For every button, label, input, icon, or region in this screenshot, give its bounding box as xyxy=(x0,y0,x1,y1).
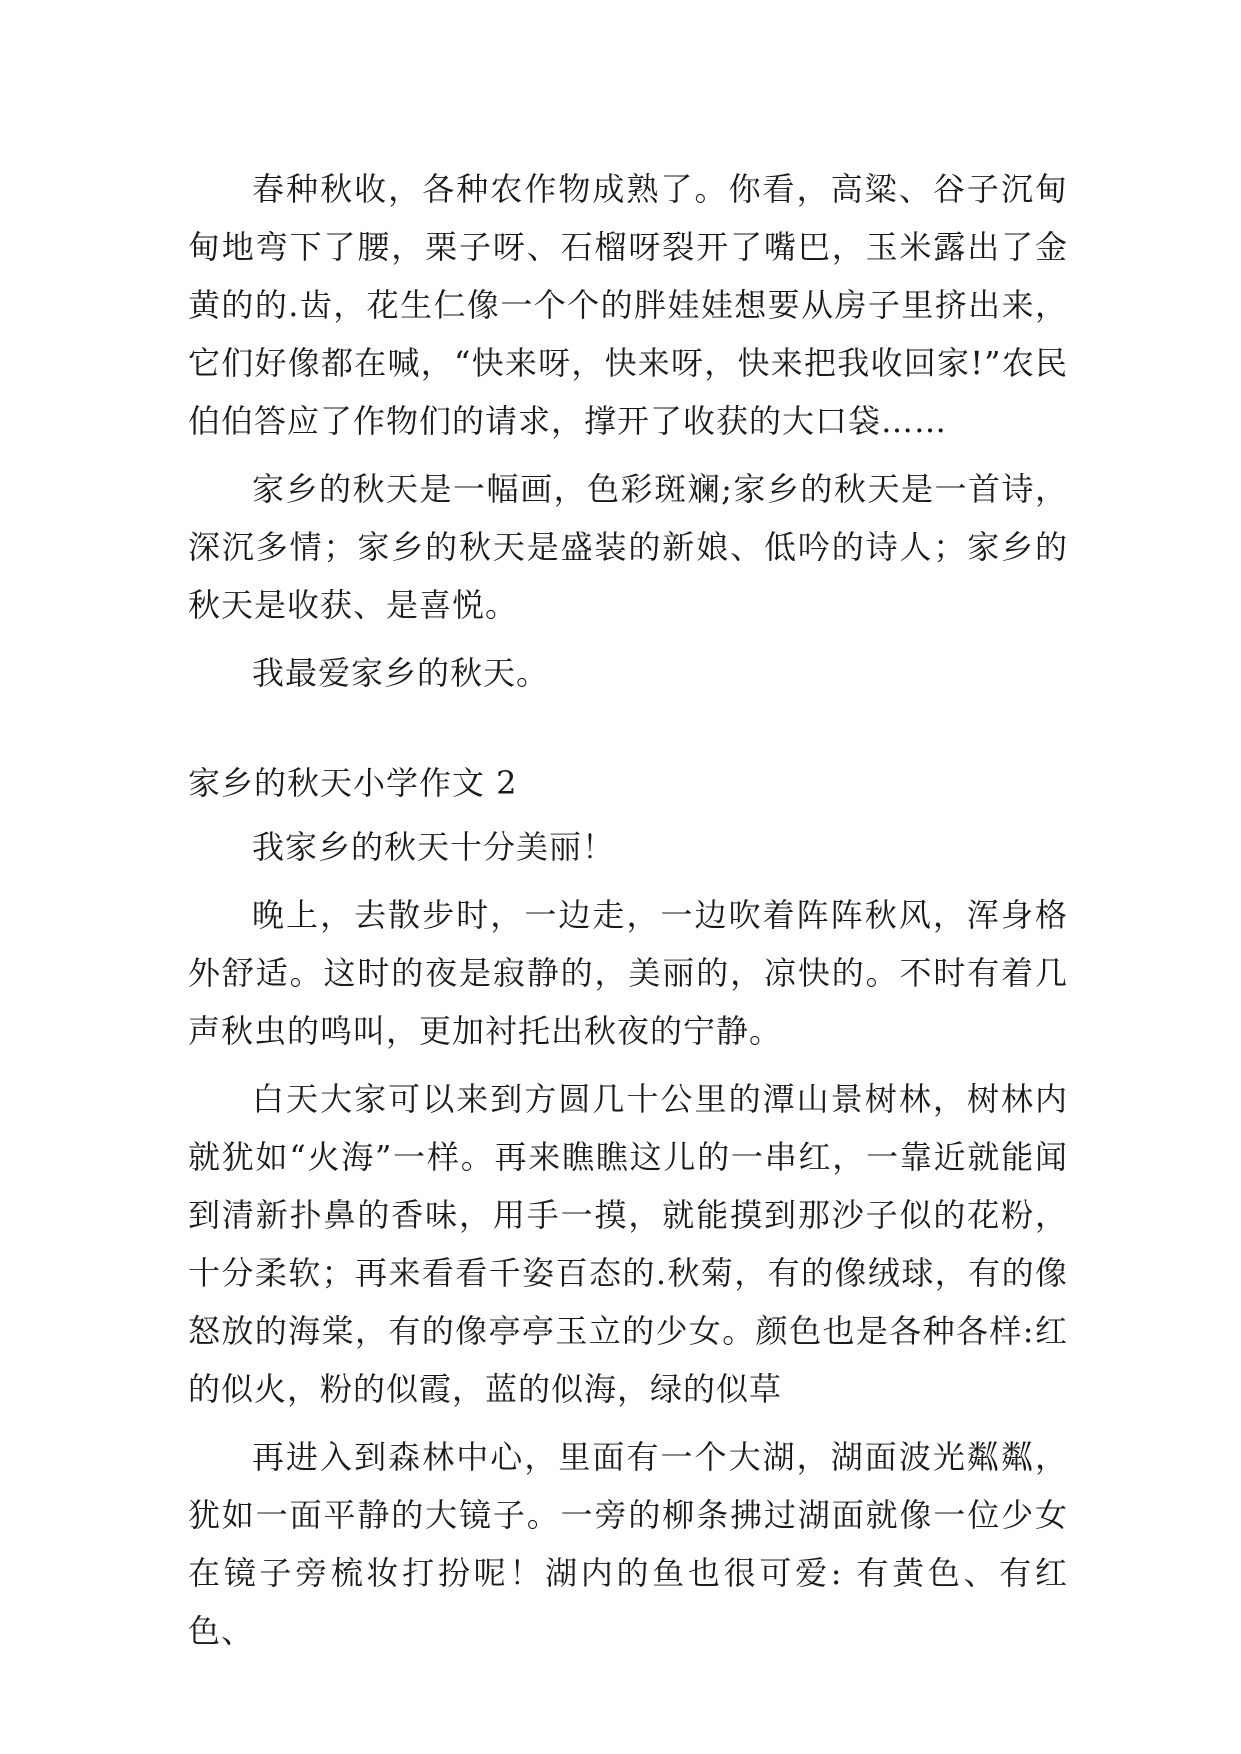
paragraph: 白天大家可以来到方圆几十公里的潭山景树林，树林内就犹如“火海”一样。再来瞧瞧这儿的一串红，一靠近就能闻到清新扑鼻的香味，用手一摸，就能摸到那沙子似的花粉，十分柔软；再来看看千姿百态的.秋菊，有的像绒球，有的像怒放的海棠，有的像亭亭玉立的少女。颜色也是各种各样:红的似火，粉的似霞，蓝的似海，绿的似草 xyxy=(188,1080,1068,1408)
paragraph: 我家乡的秋天十分美丽！ xyxy=(252,828,616,866)
document-page xyxy=(188,160,1068,1670)
paragraph: 春种秋收，各种农作物成熟了。你看，高粱、谷子沉甸甸地弯下了腰，栗子呀、石榴呀裂开了嘴巴，玉米露出了金黄的的.齿，花生仁像一个个的胖娃娃想要从房子里挤出来，它们好像都在喊，“快来呀，快来呀，快来把我收回家!”农民伯伯答应了作物们的请求，撑开了收获的大口袋…… xyxy=(188,170,1068,440)
paragraph: 再进入到森林中心，里面有一个大湖，湖面波光粼粼，犹如一面平静的大镜子。一旁的柳条拂过湖面就像一位少女在镜子旁梳妆打扮呢！湖内的鱼也很可爱: 有黄色、有红色、 xyxy=(188,1438,1068,1650)
section-title: 家乡的秋天小学作文 2 xyxy=(188,764,518,802)
paragraph: 晚上，去散步时，一边走，一边吹着阵阵秋风，浑身格外舒适。这时的夜是寂静的，美丽的，凉快的。不时有着几声秋虫的鸣叫，更加衬托出秋夜的宁静。 xyxy=(188,896,1068,1050)
paragraph: 我最爱家乡的秋天。 xyxy=(252,654,550,692)
paragraph: 家乡的秋天是一幅画，色彩斑斓;家乡的秋天是一首诗，深沉多情；家乡的秋天是盛装的新娘、低吟的诗人；家乡的秋天是收获、是喜悦。 xyxy=(188,470,1068,624)
